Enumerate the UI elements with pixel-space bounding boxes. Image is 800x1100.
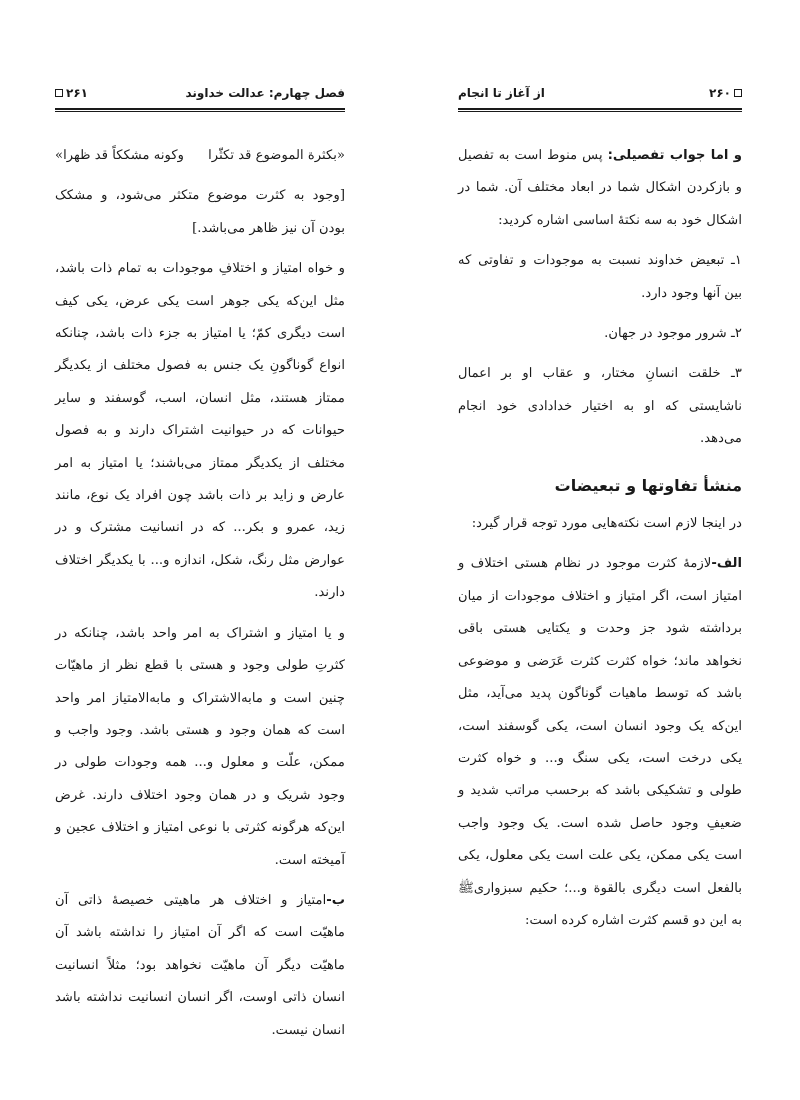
verse-translation: [وجود به کثرت موضوع متکثر می‌شود، و مشکک بودن آن نیز ظاهر می‌باشد.]: [55, 188, 345, 236]
paragraph: و یا امتیاز و اشتراک به امر واحد باشد، چنانکه در کثرتِ طولی وجود و هستی با قطع نظر از ماهیّات چنین است و مابه‌الاشتراک و مابه‌الامتیاز امر واحد است که همان وجود و هستی باشد. وجود واجب و ممکن، علّت و معلول و... همه وجودات طولی در وجود شریک و در همان وجود اختلاف دارند. غرض این‌که هرگونه کثرتی با نوعی امتیاز و اختلاف عجین و آمیخته است.: [55, 625, 345, 868]
page-number-square-icon: [734, 89, 742, 97]
right-page-number-text: ۲۶۰: [709, 86, 731, 100]
intro-lead: و اما جواب تفصیلی:: [607, 148, 742, 163]
list-item-2: ۲ـ شرور موجود در جهان.: [604, 326, 742, 342]
paragraph-b-lead: ب-: [326, 892, 345, 908]
left-page-header: [55, 84, 345, 102]
left-page-number-text: ۲۶۱: [66, 86, 88, 100]
paragraph-b: [55, 885, 345, 1047]
paragraph-b-text: امتیاز و اختلاف هر ماهیتی خصیصهٔ ذاتی آن ماهیّت است که اگر آن امتیاز را نداشته باشد آن ماهیّت دیگر آن ماهیّت نخواهد بود؛ مثلاً انسانیت انسان ذاتی اوست، اگر انسان انسانیت نداشته باشد انسان نیست.: [55, 892, 345, 1038]
right-page-header: [458, 84, 742, 102]
right-header-rule: [458, 108, 742, 112]
left-page-body: [55, 140, 345, 1055]
paragraph-a: [458, 548, 742, 937]
left-page-number: [55, 86, 88, 100]
left-header-rule: [55, 108, 345, 112]
section-intro: در اینجا لازم است نکته‌هایی مورد توجه قرار گیرد:: [471, 516, 742, 532]
right-page-body: [458, 140, 742, 945]
verse-hemistich-b: وكونه مشككاً قد ظهرا»: [55, 148, 184, 163]
list-item-1: ۱ـ تبعیض خداوند نسبت به موجودات و تفاوتی که بین آنها وجود دارد.: [458, 253, 742, 301]
page-number-square-icon: [55, 89, 63, 97]
verse-hemistich-a: «بكثرة الموضوع قد تكثّرا: [208, 148, 345, 163]
right-page: [400, 0, 800, 1100]
section-heading: منشأ تفاوتها و تبعیضات: [554, 475, 742, 495]
intro-paragraph: [458, 140, 742, 237]
paragraph-a-text: لازمهٔ کثرت موجود در نظام هستی اختلاف و امتیاز است، اگر امتیاز و اختلاف موجودات از میان برداشته شود جز وحدت و یکتایی هستی باقی نخواهد ماند؛ خواه کثرت کثرت عَرَضی و موضوعی باشد که توسط ماهیات گوناگون پدید می‌آید، مثل این‌که یک وجود انسان است، یکی گوسفند است، یکی درخت است، یکی سنگ و... و خواه کثرت طولی و تشکیکی باشد که برحسب مراتب شدید و ضعیفِ وجود حاصل شده است. یک وجود واجب است یکی ممکن، یکی علت است یکی معلول، یکی بالفعل است دیگری بالقوة و...؛ حکیم سبزواریﷺ به این دو قسم کثرت اشاره کرده است:: [458, 556, 742, 928]
paragraph-a-lead: الف-: [711, 556, 742, 572]
right-header-title: از آغاز تا انجام: [458, 86, 545, 100]
intro-text: پس منوط است به تفصیل و بازکردن اشکال شما در ابعاد مختلف آن. شما در اشکال خود به سه نکتهٔ اساسی اشاره کردید:: [458, 148, 742, 228]
poem-verse: [55, 140, 345, 172]
paragraph: و خواه امتیاز و اختلافِ موجودات به تمام ذات باشد، مثل این‌که یکی جوهر است یکی عرض، یکی کیف است دیگری کمّ؛ یا امتیاز به جزء ذات باشد، چنانکه انواع گوناگونِ یک جنس به فصول مختلف از یکدیگر ممتاز هستند، مثل انسان، اسب، گوسفند و سایر حیوانات که در حیوانیت اشتراک دارند و به فصول مختلف از یکدیگر ممتاز می‌باشند؛ یا امتیاز به امر عارض و زاید بر ذات باشد چون افراد یک نوع، مانند زید، عمرو و بکر... که در انسانیت مشترک و در عوارض مثل رنگ، شکل، اندازه و... با یکدیگر اختلاف دارند.: [55, 261, 345, 601]
right-page-number: [709, 86, 742, 100]
list-item-3: ۳ـ خلقت انسانِ مختار، و عقاب او بر اعمال ناشایستی که او به اختیار خدادادی خود انجام می‌دهد.: [458, 366, 742, 447]
left-header-title: فصل چهارم: عدالت خداوند: [185, 86, 345, 100]
